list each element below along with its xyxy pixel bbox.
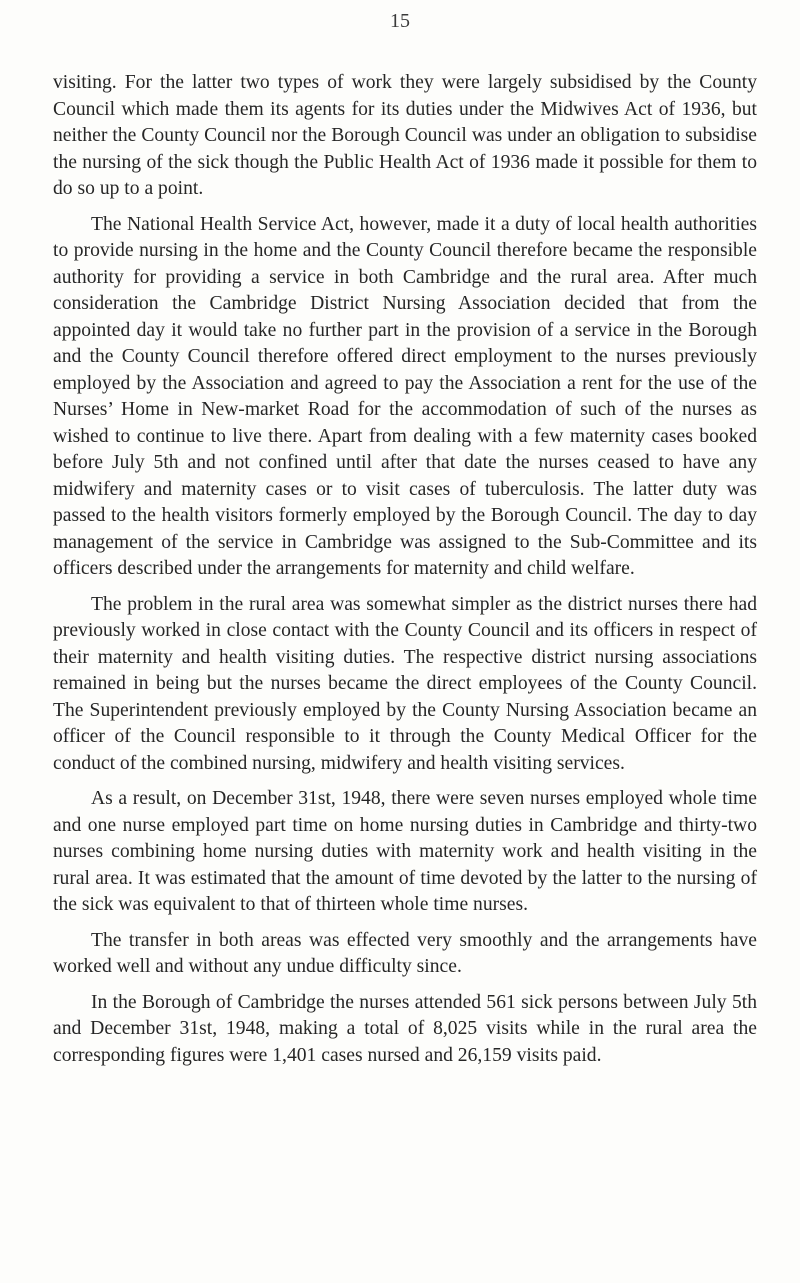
page-number: 15 [390, 10, 410, 32]
paragraph-rural-area: The problem in the rural area was somewhat simpler as the district nurses there had previously worked in close contact with the County Council and its officers in respect of their maternity and health visiting duties. The respective district nursing associations remained in being but the nurses became the direct employees of the County Council. The Superintendent previously employed by the County Nursing Association became an officer of the Council responsible to it through the County Medical Officer for the conduct of the combined nursing, midwifery and health visiting services. [53, 593, 757, 774]
body-text [53, 70, 757, 1078]
paragraph-visiting-subsidies: visiting. For the latter two types of work they were largely subsidised by the County Council which made them its agents for its duties under the Midwives Act of 1936, but neither the County Council nor the Borough Council was under an obligation to subsidise the nursing of the sick though the Public Health Act of 1936 made it possible for them to do so up to a point. [53, 72, 757, 199]
paragraph-staffing-result: As a result, on December 31st, 1948, there were seven nurses employed whole time and one nurse employed part time on home nursing duties in Cambridge and thirty-two nurses combining home nursing duties with maternity work and health visiting in the rural area. It was estimated that the amount of time devoted by the latter to the nursing of the sick was equivalent to that of thirteen whole time nurses. [53, 788, 757, 915]
paragraph-visit-figures: In the Borough of Cambridge the nurses attended 561 sick persons between July 5th and December 31st, 1948, making a total of 8,025 visits while in the rural area the corresponding figures were 1,401 cases nursed and 26,159 visits paid. [53, 991, 757, 1066]
paragraph-nhs-act: The National Health Service Act, however, made it a duty of local health authorities to provide nursing in the home and the County Council therefore became the responsible authority for providing a service in both Cambridge and the rural area. After much consideration the Cambridge District Nursing Association decided that from the appointed day it would take no further part in the provision of a service in the Borough and the County Council therefore offered direct employment to the nurses previously employed by the Association and agreed to pay the Association a rent for the use of the Nurses’ Home in New-market Road for the accommodation of such of the nurses as wished to continue to live there. Apart from dealing with a few maternity cases booked before July 5th and not confined until after that date the nurses ceased to have any midwifery and maternity cases or to visit cases of tuberculosis. The latter duty was passed to the health visitors formerly employed by the Borough Council. The day to day management of the service in Cambridge was assigned to the Sub-Committee and its officers described under the arrangements for maternity and child welfare. [53, 213, 757, 579]
paragraph-transfer: The transfer in both areas was effected very smoothly and the arrangements have worked well and without any undue difficulty since. [53, 929, 757, 977]
